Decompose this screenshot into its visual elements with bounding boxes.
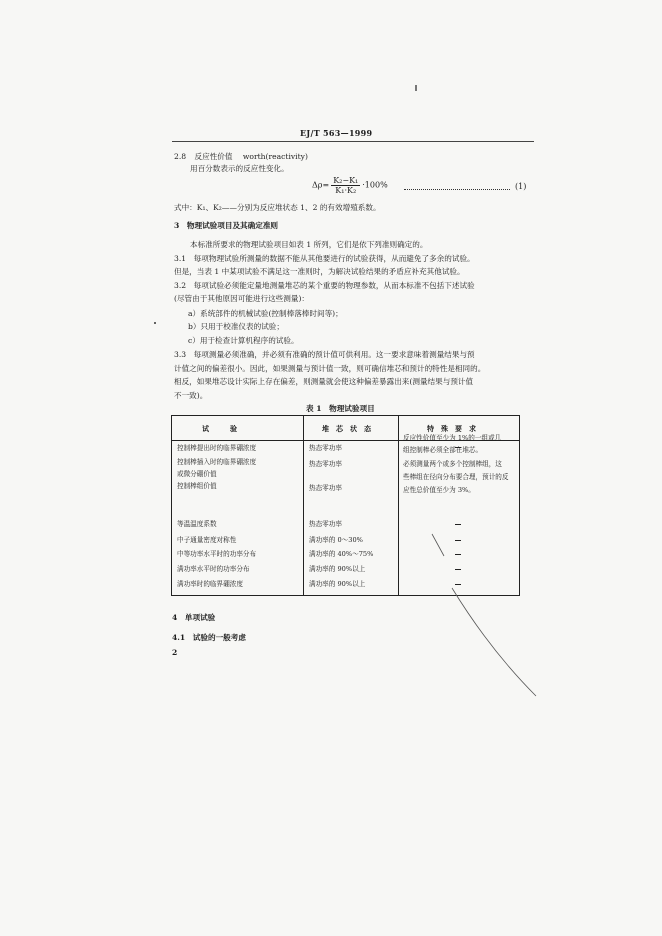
- term-title: 反应性价值: [194, 152, 233, 161]
- header-core-state: 堆 芯 状 态: [322, 424, 371, 433]
- table-special-line: 反应性价值至少为 1%的一组或几: [403, 434, 502, 442]
- clause-3-3-line3: 相反，如果堆芯设计实际上存在偏差，则测量就会使这种偏差暴露出来(测量结果与预计值: [174, 377, 474, 386]
- formula-rhs: ·100%: [362, 180, 388, 190]
- fraction-denominator: K₁·K₂: [335, 186, 357, 195]
- clause-3-2-line1: 3.2 每项试验必须能定量地测量堆芯的某个重要的物理参数，从而本标准不包括下述试验: [174, 281, 475, 290]
- standard-code-header: EJ/T 563—1999: [300, 128, 373, 138]
- table-special-line: 必须测量两个或多个控制棒组，这: [403, 460, 502, 468]
- page-number: 2: [172, 648, 178, 657]
- table-cell-test: 控制棒提出时的临界硼浓度: [177, 444, 257, 452]
- section-3-title: 3 物理试验项目及其确定准则: [174, 221, 279, 230]
- clause-4-1-title: 4.1 试验的一般考虑: [172, 633, 246, 642]
- clause-3-3-line2: 计值之间的偏差很小。因此，如果测量与预计值一致，则可确信堆芯和预计的特性是相同的。: [174, 364, 486, 373]
- table-cell-test: 控制棒组价值: [177, 482, 217, 490]
- list-item-c: c）用于检查计算机程序的试验。: [188, 336, 299, 345]
- table-cell-test: 中子通量密度对称性: [177, 536, 237, 544]
- term-title-english: worth(reactivity): [242, 152, 308, 161]
- table-cell-test: 控制棒插入时的临界硼浓度: [177, 458, 257, 466]
- section-number: 2.8: [174, 152, 187, 161]
- clause-3-1-line1: 3.1 每项物理试验所测量的数据不能从其他要进行的试验获得，从而避免了多余的试验。: [174, 254, 475, 263]
- table-special-line: 组控制棒必须全部在堆芯。: [403, 446, 483, 454]
- clause-3-2-line2: (尽管由于其他原因可能进行这些测量)：: [174, 294, 310, 303]
- list-item-b: b）只用于校准仪表的试验；: [188, 322, 284, 331]
- table-cell-test: 等温温度系数: [177, 520, 217, 528]
- table-cell-state: 满功率的 0～30%: [309, 536, 363, 544]
- fraction-numerator: K₂−K₁: [333, 176, 359, 185]
- table-special-line: 些棒组在径向分布要合理，预计的反: [403, 473, 509, 481]
- section-3-intro: 本标准所要求的物理试验项目如表 1 所列，它们是依下列准则确定的。: [190, 240, 428, 249]
- clause-3-3-line1: 3.3 每项测量必须准确，并必须有准确的预计值可供利用。这一要求意味着测量结果与预: [174, 350, 475, 359]
- table-cell-test: 或微分硼价值: [177, 470, 217, 478]
- clause-3-3-line4: 不一致)。: [174, 391, 208, 400]
- table-cell-state: 满功率的 40%～75%: [309, 550, 374, 558]
- table-cell-state: 热态零功率: [309, 444, 342, 452]
- table-cell-test: 中等功率水平时的功率分布: [177, 550, 257, 558]
- table-caption: 表 1 物理试验项目: [306, 404, 375, 413]
- list-item-a: a）系统部件的机械试验(控制棒落棒时间等)；: [188, 309, 343, 318]
- header-special-req: 特 殊 要 求: [427, 424, 476, 433]
- table-cell-state: 热态零功率: [309, 460, 342, 468]
- table-special-line: 应性总价值至少为 3%。: [403, 486, 475, 494]
- table-cell-state: 热态零功率: [309, 520, 342, 528]
- section-4-title: 4 单项试验: [172, 613, 216, 622]
- formula-legend: 式中：K₁、K₂——分别为反应堆状态 1、2 的有效增殖系数。: [174, 203, 381, 212]
- header-test: 试 验: [202, 424, 237, 433]
- formula-lhs: Δρ=: [312, 180, 330, 190]
- table-cell-state: 热态零功率: [309, 484, 342, 492]
- equation-number: (1): [515, 182, 527, 191]
- table-cell-state: 满功率的 90%以上: [309, 565, 366, 573]
- table-cell-state: 满功率的 90%以上: [309, 580, 366, 588]
- clause-3-1-line2: 但是，当表 1 中某项试验不满足这一准则时，为解决试验结果的矛盾应补充其他试验。: [174, 267, 465, 276]
- table-cell-test: 满功率水平时的功率分布: [177, 565, 250, 573]
- table-cell-test: 满功率时的临界硼浓度: [177, 580, 243, 588]
- term-definition: 用百分数表示的反应性变化。: [190, 164, 289, 173]
